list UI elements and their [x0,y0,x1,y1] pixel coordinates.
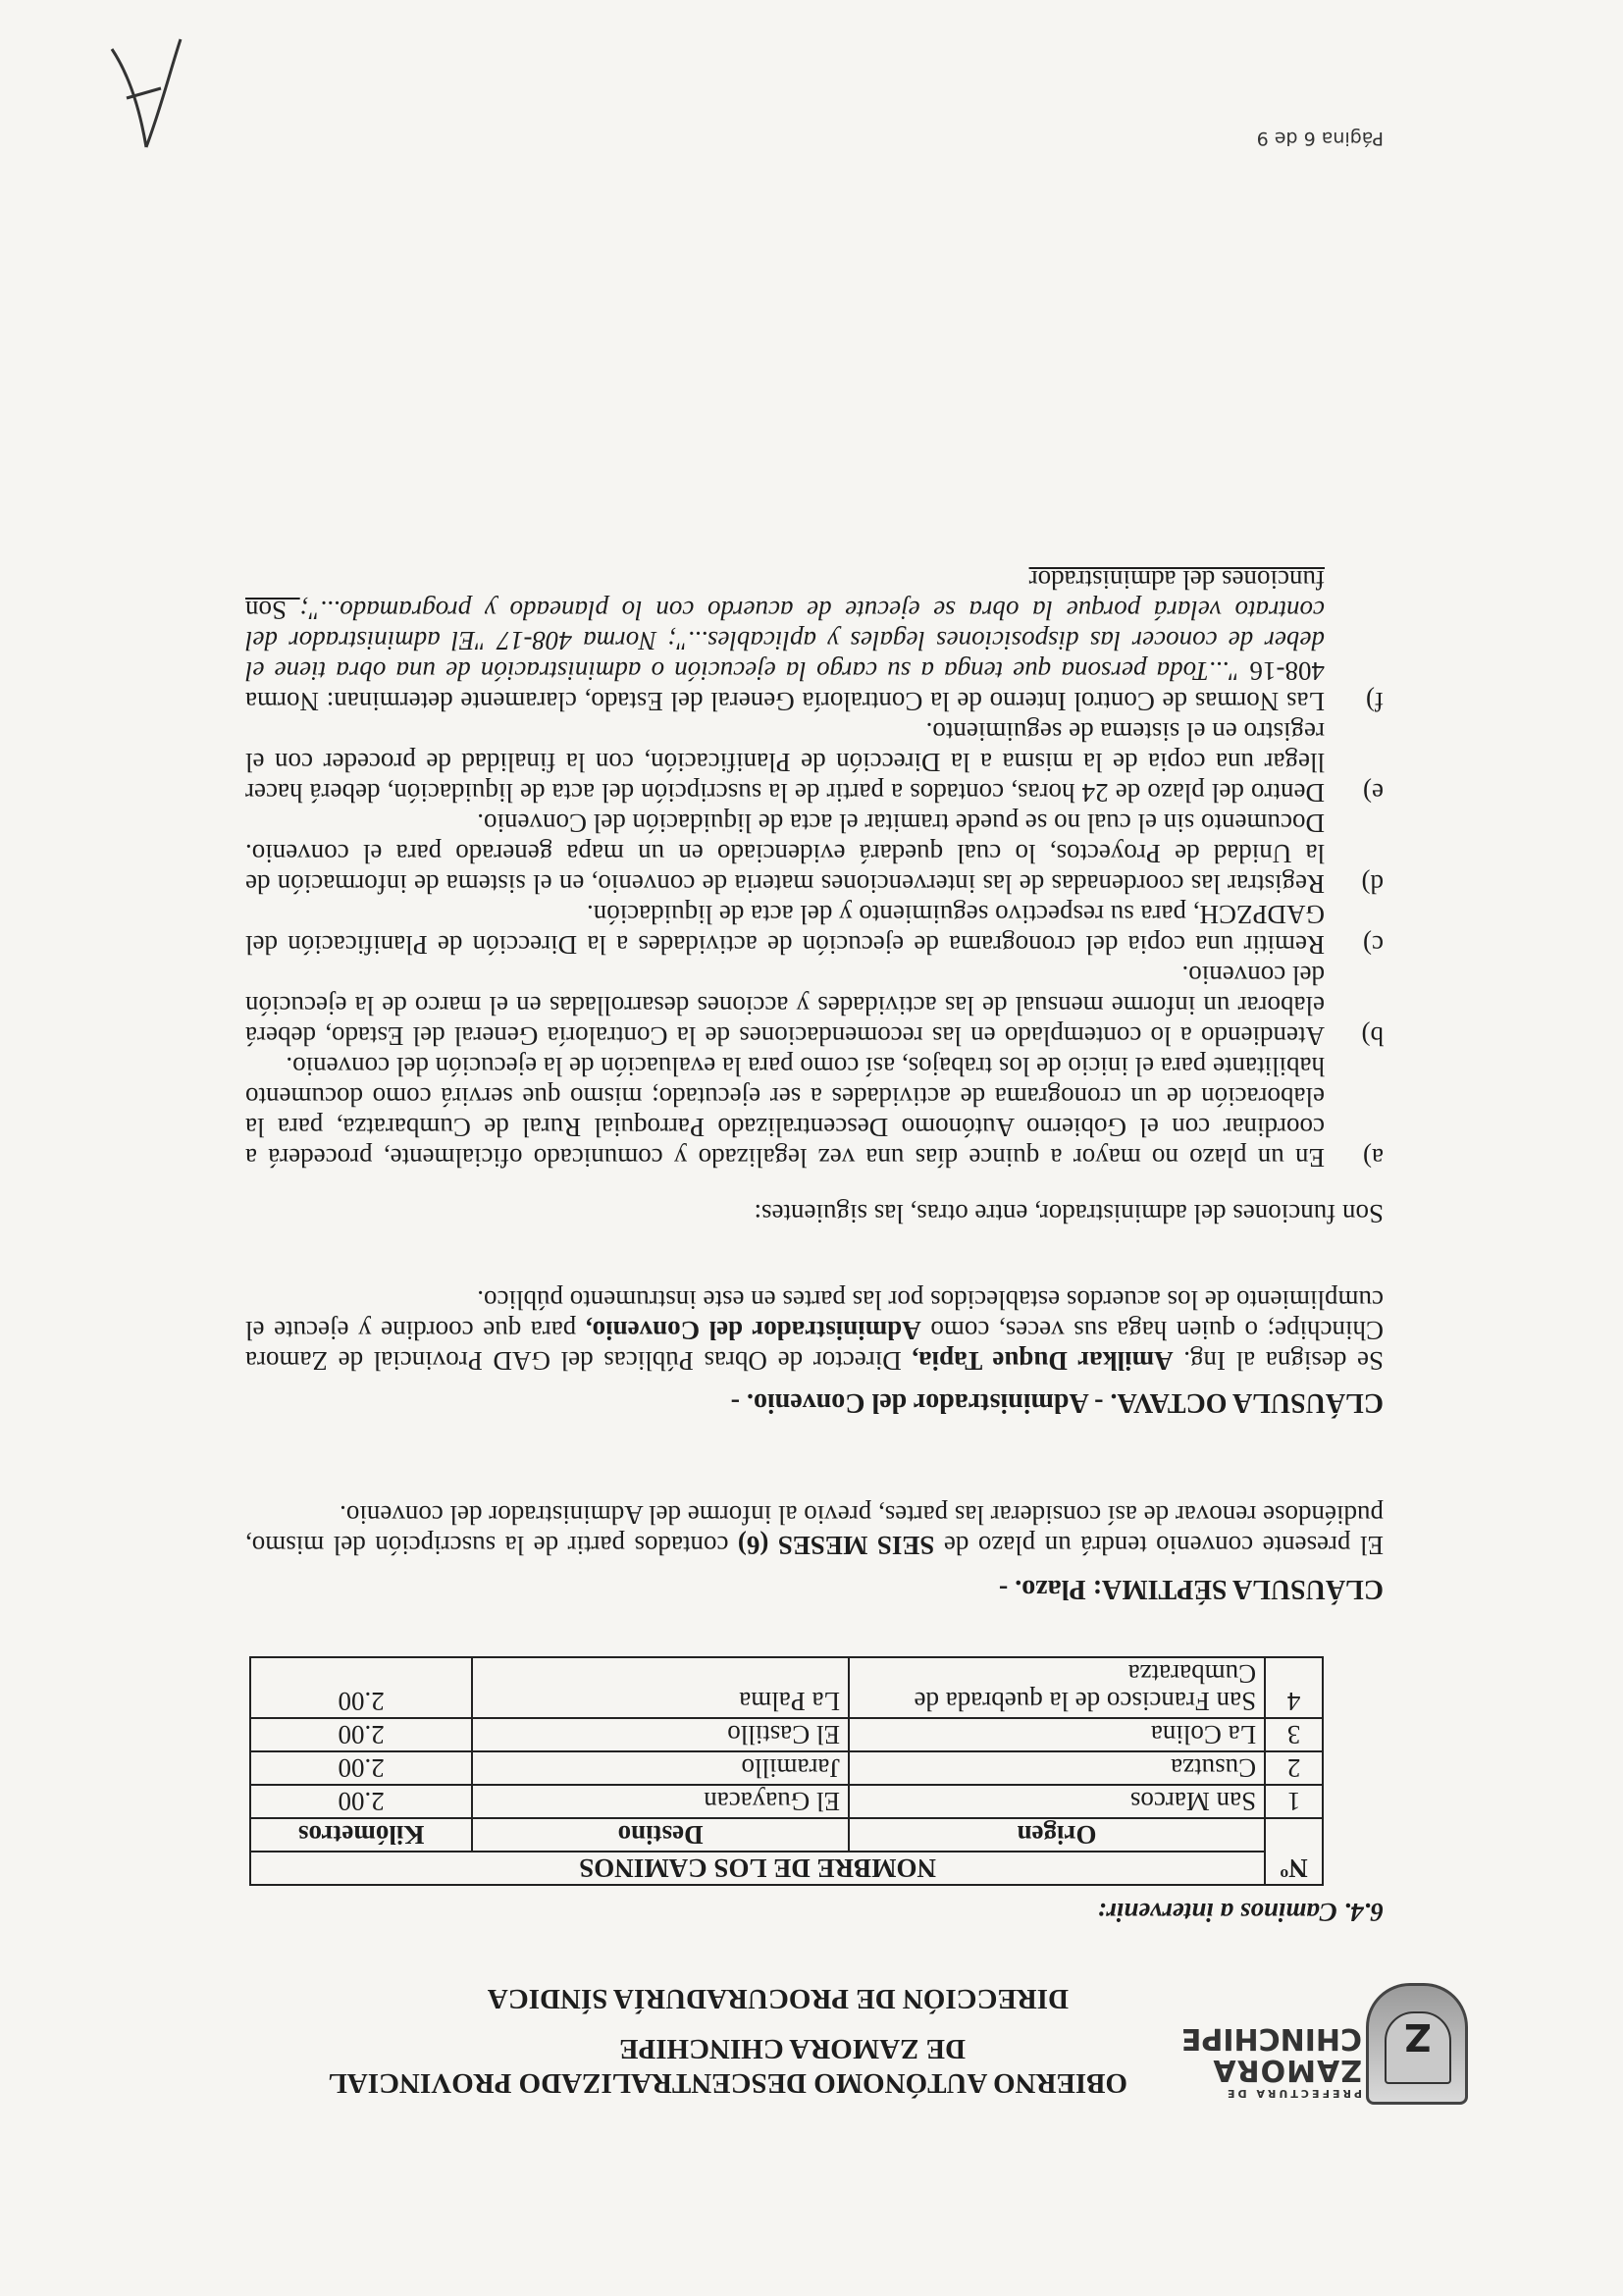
logo-zamora: ZAMORA [1212,2053,1362,2087]
org-line-2: DE ZAMORA CHINCHIPE [619,2033,966,2064]
table-row: 2 Cusutza Jaramillo 2.00 [250,1751,1323,1785]
handwritten-signature [92,29,200,167]
functions-intro: Son funciones del administrador, entre otras, las siguientes: [754,1199,1384,1228]
functions-list [245,564,1384,1173]
logo-small-text: PREFECTURA DE [1224,2087,1362,2100]
list-item: b) Atendiendo a lo contemplado en las recomendaciones de la Contraloría General del Estado, deberá elaborar un informe mensual de las actividades y acciones desarrolladas en el marco de la ejecución del convenio. [245,961,1384,1051]
clause-7-text: El presente convenio tendrá un plazo de SEIS MESES (6) contados partir de la suscripción del mismo, pudiéndose renovar de así considerar las partes, previo al informe del Administrador del convenio. [245,1500,1384,1560]
col-destination: Destino [472,1818,849,1852]
col-road-names: NOMBRE DE LOS CAMINOS [250,1852,1265,1885]
logo-chinchipe: CHINCHIPE [1180,2021,1362,2056]
organization-title [313,1981,1127,2100]
list-item: a) En un plazo no mayor a quince días una vez legalizado y comunicado oficialmente, procederá a coordinar con el Gobierno Autónomo Descentralizado Parroquial Rural de Cumbaratza, para la elaboración de un cronograma de actividades a ser ejecutado; mismo que servirá como documento habilitante para el inicio de los trabajos, así como para la evaluación de la ejecución del convenio. [245,1052,1384,1173]
table-row: 3 La Colina El Castillo 2.00 [250,1718,1323,1751]
org-line-1: OBIERNO AUTÓNOMO DESCENTRALIZADO PROVINCIAL [328,2067,1127,2099]
list-item: d) Registrar las coordenadas de las intervenciones materia de convenio, en el sistema de información de la Unidad de Proyectos, lo cual quedará evidenciado en un mapa generado para el convenio. Documento sin el cual no se puede tramitar el acta de liquidación del Convenio. [245,809,1384,899]
prefectura-logo [1180,1977,1468,2105]
department-title: DIRECCIÓN DE PROCURADURÍA SÍNDICA [487,1983,1069,2014]
col-origin: Origen [849,1818,1265,1852]
table-row: 4 San Francisco de la quebrada de Cumbaratza La Palma 2.00 [250,1657,1323,1718]
list-item: c) Remitir una copia del cronograma de ejecución de actividades a la Dirección de Planificación del GADPZCH, para su respectivo seguimiento y del acta de liquidación. [245,900,1384,960]
list-item: e) Dentro del plazo de 24 horas, contados a partir de la suscripción del acta de liquidación, deberá hacer llegar una copia de la misma a la Dirección de Planificación, con la finalidad de proceder con el registro en el sistema de seguimiento. [245,717,1384,808]
section-title-caminos: 6.4. Caminos a intervenir: [1097,1898,1384,1927]
table-row: 1 San Marcos El Guayacan 2.00 [250,1785,1323,1818]
clause-8-heading: CLÁUSULA OCTAVA. - Administrador del Convenio. - [730,1387,1384,1418]
shield-icon: Z [1366,1983,1468,2105]
col-km: Kilómetros [250,1818,472,1852]
clause-8-designation: Se designa al Ing. Amilkar Duque Tapia, Director de Obras Públicas del GAD Provincial de Zamora Chinchipe; o quien haga sus veces, como Administrador del Convenio, para que coordine y ejecute el cumplimiento de los acuerdos establecidos por las partes en este instrumento público. [245,1285,1384,1376]
clause-7-heading: CLÁUSULA SÉPTIMA: Plazo. - [998,1574,1384,1604]
page-number: Página 6 de 9 [1256,128,1384,149]
col-number: Nº [1265,1818,1323,1885]
list-item: f) Las Normas de Control Interno de la Contraloría General del Estado, claramente determinan: Norma 408-16 "...Toda persona que tenga a su cargo la ejecución o administración de una obra tiene el deber de conocer las disposiciones legales y aplicables..."; Norma 408-17 "El administrador del contrato velará porque la obra se ejecute de acuerdo con lo planeado y programado..."; Son funciones del administrador [245,565,1384,716]
roads-table [249,1656,1324,1886]
